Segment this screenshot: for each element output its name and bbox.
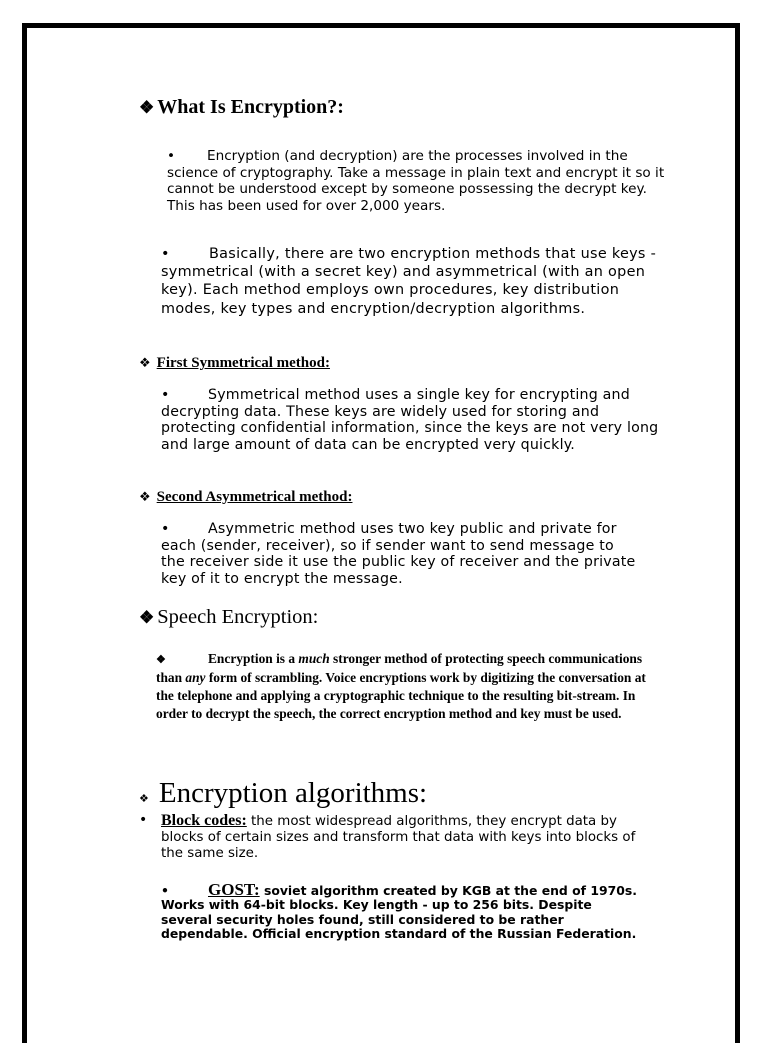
heading-speech-encryption xyxy=(139,606,318,629)
heading-what-is-encryption xyxy=(139,96,344,119)
bullet-icon: • xyxy=(161,246,170,262)
bullet-icon: • xyxy=(161,521,170,537)
block-codes-label: Block codes: xyxy=(161,812,247,829)
block-codes-text: the most widespread algorithms, they encrypt data by blocks of certain sizes and transform that data with keys into blocks of the same size. xyxy=(161,814,636,862)
heading-encryption-algorithms xyxy=(139,777,427,810)
diamond-bullet-icon: ❖ xyxy=(139,793,149,805)
heading-text: Encryption algorithms: xyxy=(158,777,428,809)
paragraph-symmetric xyxy=(161,387,661,453)
bullet-icon: • xyxy=(161,883,169,898)
paragraph-intro xyxy=(167,148,667,214)
gost-text: soviet algorithm created by KGB at the end of 1970s. Works with 64-bit blocks. Key length - up to 256 bits. Despite several security holes found, still considered to be rather dependable. Official encryption standard of the Russian Federation. xyxy=(161,883,637,942)
bullet-icon: • xyxy=(161,387,170,403)
diamond-bullet-icon: ❖ xyxy=(139,355,151,370)
diamond-bullet-icon: ❖ xyxy=(139,489,151,504)
speech-text-3: form of scrambling. Voice encryptions work by digitizing the conversation at the telephone and applying a cryptographic technique to the resulting bit-stream. In order to decrypt the speech, the correct encryption method and key must be used. xyxy=(156,670,646,721)
speech-emphasis-much: much xyxy=(298,651,330,666)
paragraph-text: Encryption (and decryption) are the processes involved in the science of cryptography. Take a message in plain text and encrypt it so it cannot be understood except by someone possessing the decrypt key. This has been used for over 2,000 years. xyxy=(167,148,665,214)
paragraph-block-codes xyxy=(161,813,641,863)
diamond-bullet-icon: ❖ xyxy=(139,98,155,117)
heading-text: Speech Encryption: xyxy=(157,606,319,628)
gost-label: GOST: xyxy=(208,880,260,899)
bullet-icon: • xyxy=(139,812,148,828)
paragraph-text: Basically, there are two encryption methods that use keys - symmetrical (with a secret key) and asymmetrical (with an open key). Each method employs own procedures, key distribution modes, key types and encryption/decryption algorithms. xyxy=(161,246,657,317)
diamond-bullet-icon: ❖ xyxy=(139,608,155,627)
bullet-icon: • xyxy=(167,148,176,164)
paragraph-text: Symmetrical method uses a single key for encrypting and decrypting data. These keys are widely used for storing and protecting confidential information, since the keys are not very long and large amount of data can be encrypted very quickly. xyxy=(161,387,659,453)
speech-emphasis-any: any xyxy=(185,670,206,685)
speech-text-2: stronger method of protecting speech communications than xyxy=(156,651,643,685)
paragraph-speech xyxy=(156,650,656,723)
heading-second-asymmetrical xyxy=(139,488,352,506)
heading-text: What Is Encryption?: xyxy=(157,96,344,118)
heading-first-symmetrical xyxy=(139,354,330,372)
paragraph-asymmetric xyxy=(161,521,641,587)
paragraph-methods xyxy=(161,245,666,318)
bullet-block-codes-marker xyxy=(139,812,147,828)
paragraph-gost xyxy=(161,880,641,942)
diamond-bullet-icon: ❖ xyxy=(156,654,166,666)
speech-text-1: Encryption is a xyxy=(208,651,299,666)
paragraph-text: Asymmetric method uses two key public and private for each (sender, receiver), so if sender want to send message to the receiver side it use the public key of receiver and the private key of it to encrypt the message. xyxy=(161,521,636,587)
heading-text: First Symmetrical method: xyxy=(156,355,330,371)
heading-text: Second Asymmetrical method: xyxy=(156,489,353,505)
